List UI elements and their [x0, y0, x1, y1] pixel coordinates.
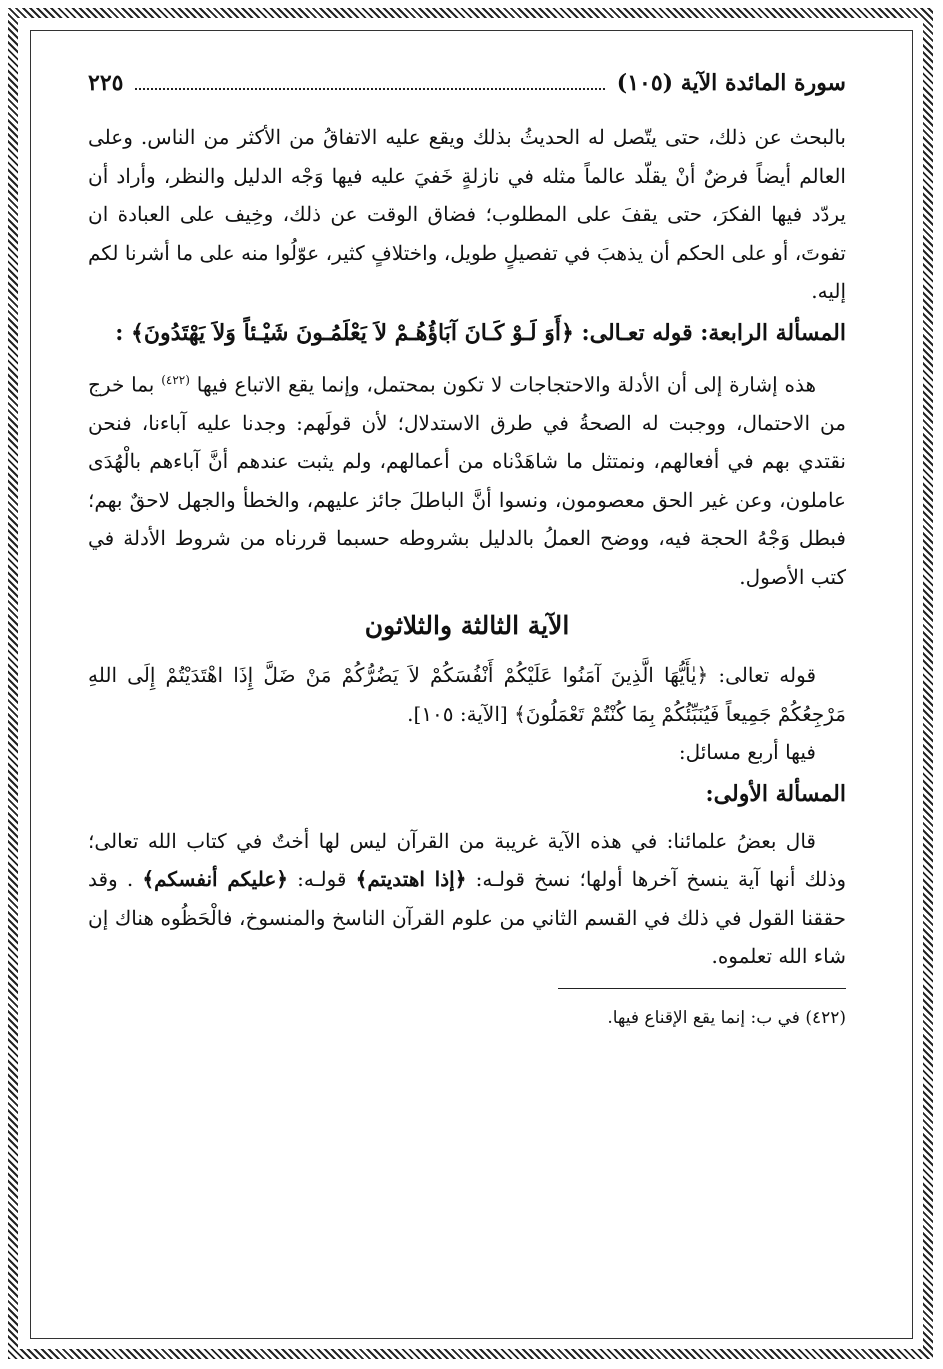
masala-4-colon: :: [115, 319, 124, 346]
verse-paragraph: [88, 656, 846, 733]
masala-1-quote-1: ﴿إذا اهتديتم﴾: [355, 867, 467, 892]
page-number: ٢٢٥: [88, 70, 124, 96]
footnote-number: (٤٢٢): [805, 1007, 846, 1028]
footnote: [88, 1003, 846, 1033]
masala-1-title: المسألة الأولى:: [705, 780, 846, 807]
verse-reference: [الآية: ١٠٥].: [407, 701, 508, 726]
verse-text: ﴿يٰأَيُّهَا الَّذِينَ آمَنُوا عَلَيْكُمْ أَنْفُسَكُمْ لاَ يَضُرُّكُمْ مَنْ ضَلَّ إِذَا اهْتَدَيْتُمْ إِلَى اللهِ مَرْجِعُكُمْ جَمِيعاً فَيُنَبِّئُكُمْ بِمَا كُنْتُمْ تَعْمَلُونَ﴾: [88, 663, 846, 726]
argument-part-b: بما خرج من الاحتمال، ووجبت له الصحةُ في طرق الاستدلال؛ لأن قولَهم: وجدنا عليه آباءنا، فنحن نقتدي بهم في أفعالهم، ونمتثل ما شاهَدْناه من أعمالهم، ولم يثبت عندهم أنَّ آباءهم بالْهُدَى عاملون، وعن غير الحق معصومون، ونسوا أنَّ الباطلَ جائز عليهم، والخطأ والجهل لاحقٌ بهم؛ فبطل وَجْهُ الحجة فيه، ووضح العملُ بالدليل بشروطه حسبما قررناه من شروط الأدلة في كتب الأصول.: [88, 372, 846, 589]
masala-1-part-a: قال بعضُ علمائنا: في هذه الآية غريبة من القرآن ليس لها أختٌ في كتاب الله تعالى؛ وذلك أنها آية ينسخ آخرها أولها؛ نسخ قولـه:: [88, 828, 847, 892]
verse-intro: قوله تعالى:: [718, 663, 817, 688]
running-header: [88, 70, 846, 96]
masala-1-part-b: قولـه:: [297, 867, 347, 892]
masala-4-quote: ﴿أَوَ لَـوْ كَـانَ آبَاؤُهُـمْ لاَ يَعْلَمُـونَ شَيْـئاً وَلاَ يَهْتَدُونَ﴾: [130, 319, 574, 346]
paragraph-continuation: بالبحث عن ذلك، حتى يتّصل له الحديثُ بذلك ويقع عليه الاتفاقُ من الأكثر من الناس. وعلى العالم أيضاً فرضٌ أنْ يقلّد عالماً مثله في نازلةٍ خَفيَ عليه فيها وَجْه الدليل والنظر، وأراد أن يردّد فيها الفكرَ، حتى يقفَ على المطلوب؛ فضاق الوقت عن ذلك، وخِيف على العبادة ان تفوتَ، أو على الحكم أن يذهبَ في تفصيلٍ طويل، واختلافٍ كثير، عوّلُوا منه على ما أشرنا لكم إليه.: [88, 125, 846, 303]
argument-part-a: هذه إشارة إلى أن الأدلة والاحتجاجات لا تكون بمحتمل، وإنما يقع الاتباع فيها: [196, 372, 817, 397]
dot-leader: [135, 76, 604, 90]
footnote-rule: [558, 988, 846, 989]
masala-1-part-c: . وقد حققنا القول في ذلك في القسم الثاني من علوم القرآن الناسخ والمنسوخ، فالْحَظُوه هناك إن شاء الله تعلموه.: [88, 867, 846, 969]
masala-4: [88, 313, 846, 353]
page-body: [88, 70, 846, 1033]
footnote-text: في ب: إنما يقع الإقناع فيها.: [607, 1007, 800, 1028]
masala-4-label: المسألة الرابعة: قوله تعـالى:: [581, 319, 846, 346]
footnote-ref: (٤٢٢): [161, 372, 190, 387]
chapter-title: سورة المائدة الآية (١٠٥): [616, 70, 846, 96]
paragraph-argument: [88, 361, 846, 597]
four-issues-line: فيها أربع مسائل:: [678, 740, 816, 765]
section-heading: الآية الثالثة والثلاثون: [364, 611, 570, 641]
masala-1-quote-2: ﴿عليكم أنفسكم﴾: [142, 867, 288, 892]
masala-1-paragraph: [88, 822, 846, 976]
